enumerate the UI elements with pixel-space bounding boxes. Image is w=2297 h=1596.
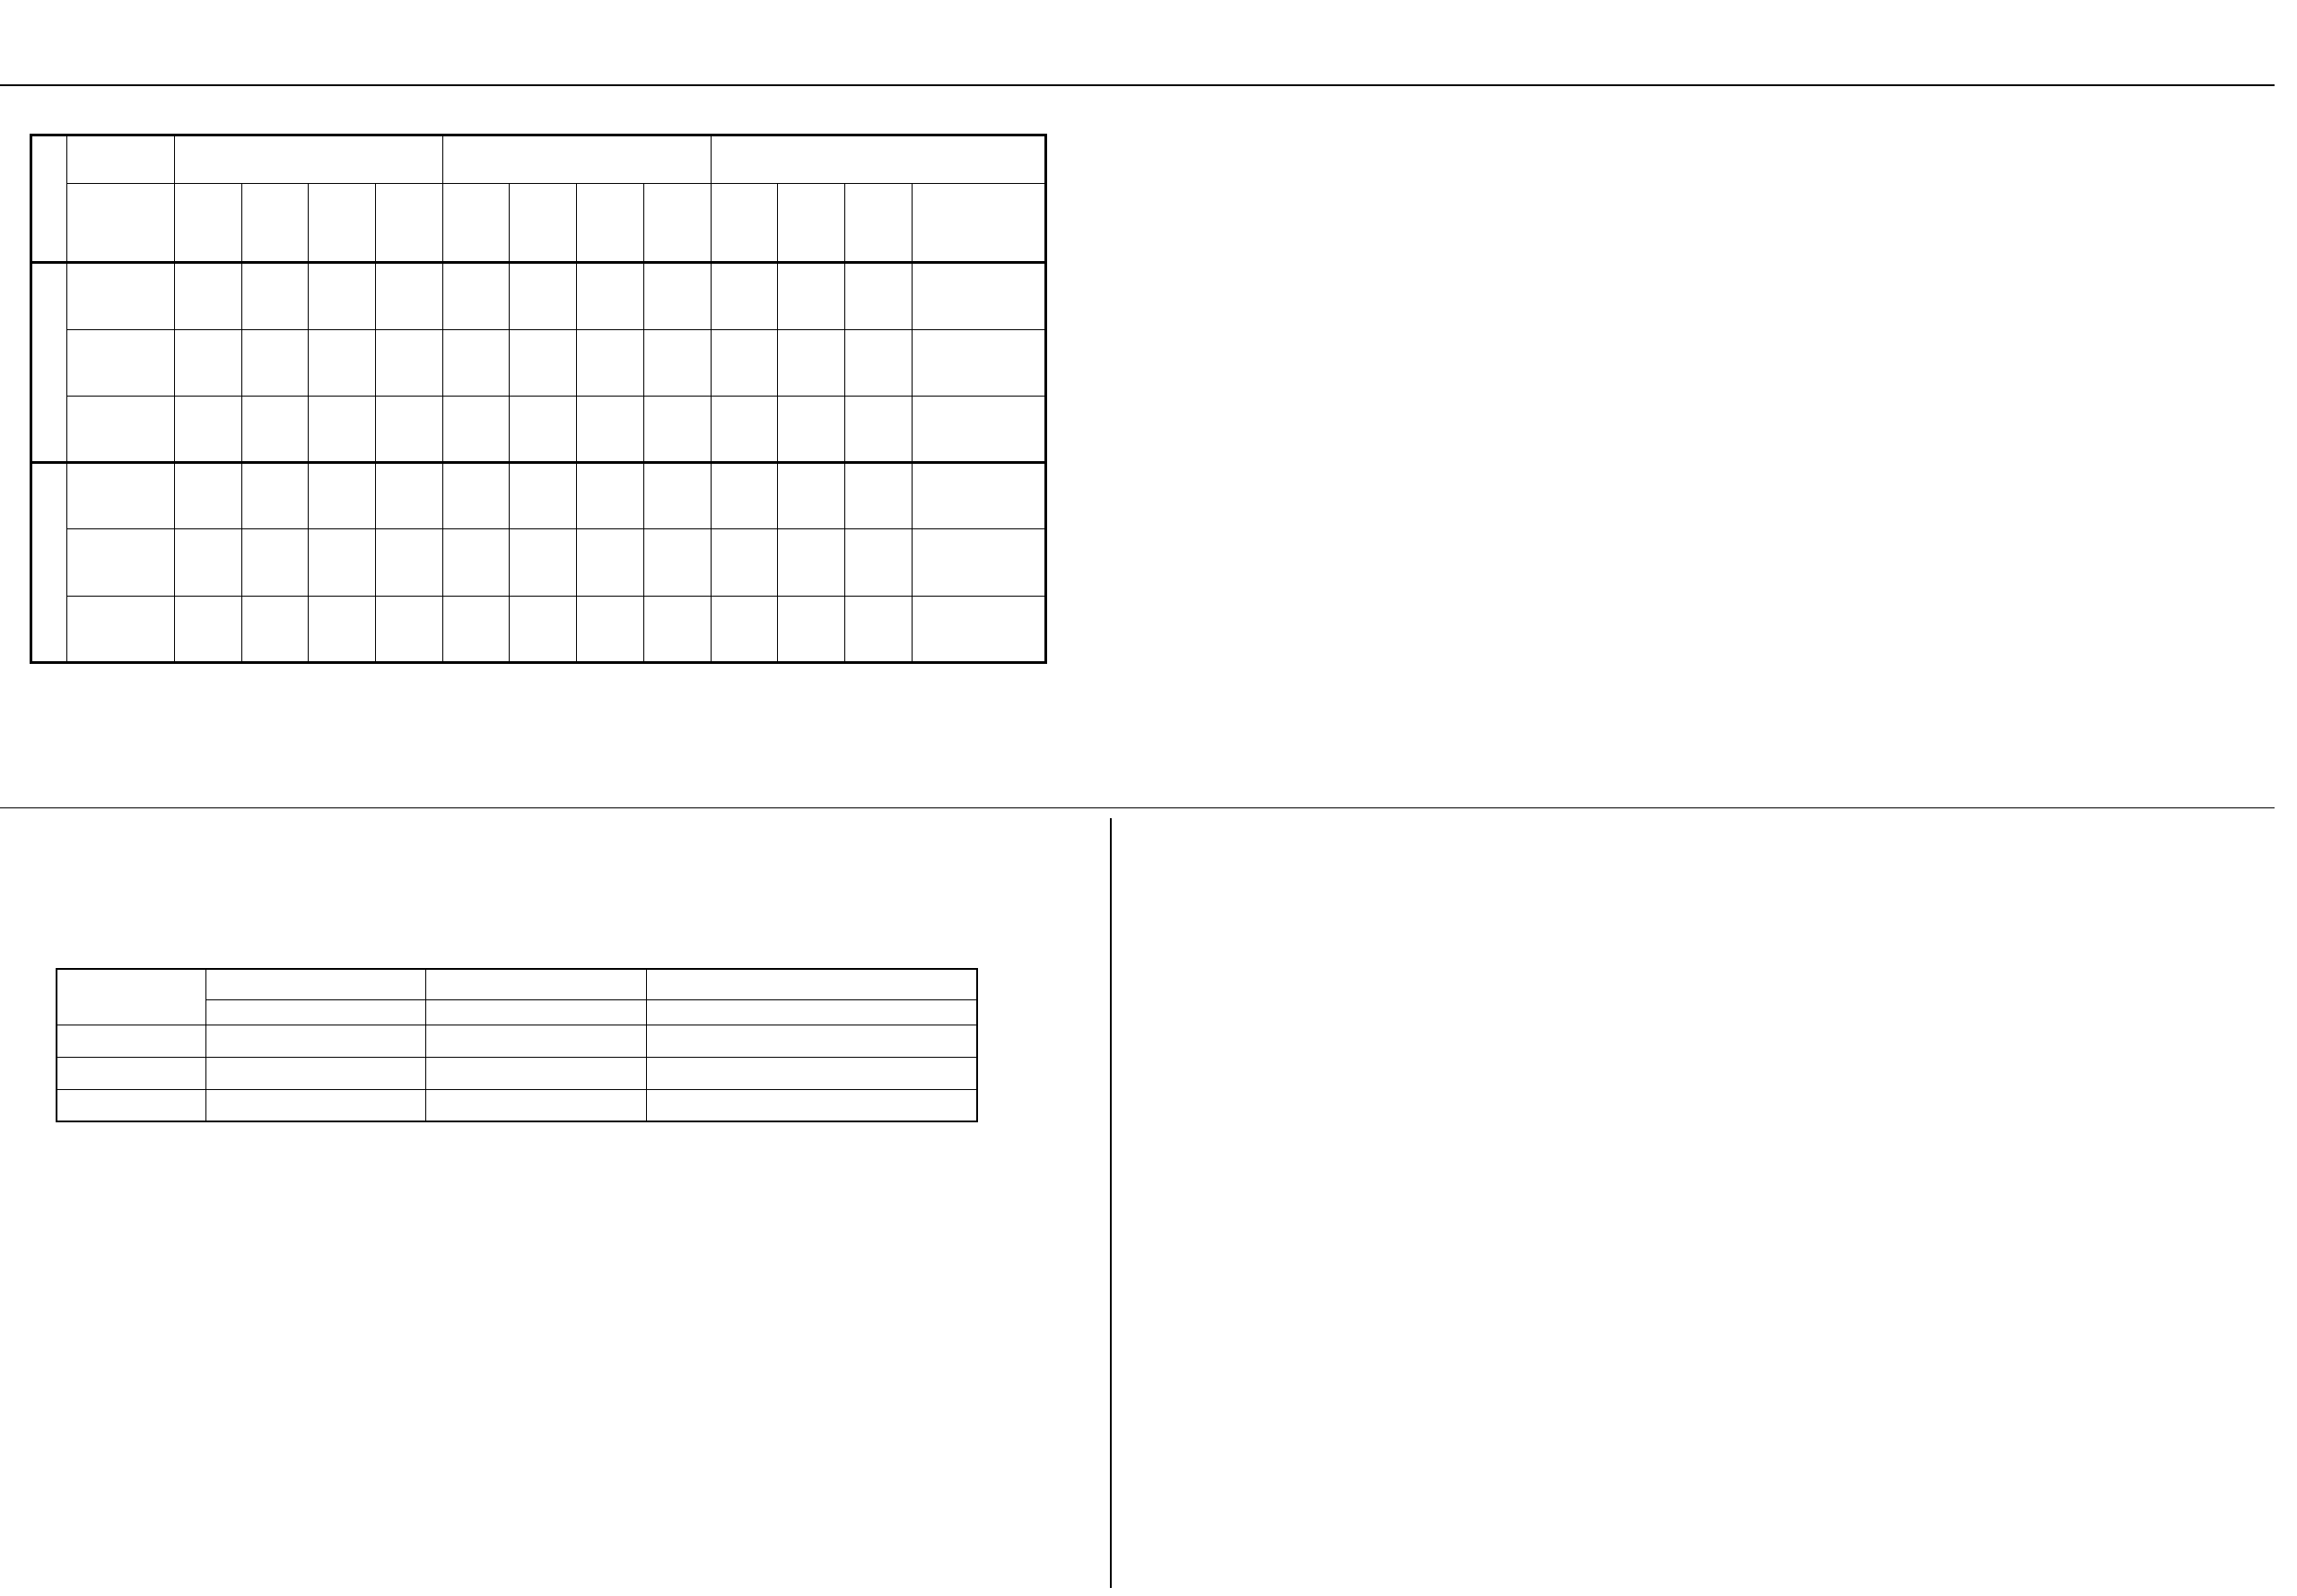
overview-table: [30, 134, 1047, 664]
value-cell: [711, 263, 778, 329]
stage-h-col: [426, 969, 647, 999]
h-metric: [510, 184, 577, 263]
value-cell: [241, 529, 309, 596]
stage-cell: [646, 1057, 977, 1089]
stage-cell: [57, 1057, 205, 1089]
column-divider: [1110, 818, 1112, 1588]
stage-cell: [646, 1089, 977, 1121]
value-cell: [577, 596, 644, 662]
value-cell: [309, 463, 376, 529]
value-cell: [778, 463, 845, 529]
h-survey-date: [442, 135, 711, 184]
value-cell: [912, 463, 1045, 529]
h-metric: [442, 184, 510, 263]
value-cell: [309, 396, 376, 462]
value-cell: [241, 263, 309, 329]
h-date: [67, 135, 175, 184]
stage-h-sub: [205, 999, 426, 1025]
value-cell: [778, 529, 845, 596]
value-cell: [510, 396, 577, 462]
value-cell: [912, 529, 1045, 596]
value-cell: [510, 463, 577, 529]
h-variety: [31, 135, 67, 263]
value-cell: [844, 596, 912, 662]
h-metric: [241, 184, 309, 263]
stage-h-sub: [426, 999, 647, 1025]
value-cell: [577, 329, 644, 396]
value-cell: [309, 263, 376, 329]
chart-sasanishiki: [1157, 888, 1669, 1090]
value-cell: [376, 396, 443, 462]
value-cell: [241, 396, 309, 462]
h-metric: [643, 184, 711, 263]
h-metric: [577, 184, 644, 263]
h-metric: [844, 184, 912, 263]
h-metric: [711, 184, 778, 263]
value-cell: [577, 463, 644, 529]
value-cell: [309, 596, 376, 662]
value-cell: [241, 329, 309, 396]
value-cell: [175, 329, 242, 396]
value-cell: [711, 396, 778, 462]
header-rule: [0, 84, 2275, 86]
value-cell: [844, 329, 912, 396]
stage-h-col: [205, 969, 426, 999]
h-metric: [778, 184, 845, 263]
stage-cell: [646, 1025, 977, 1057]
stage-cell: [205, 1025, 426, 1057]
value-cell: [510, 263, 577, 329]
value-cell: [510, 596, 577, 662]
variety-name: [31, 263, 67, 463]
value-cell: [778, 596, 845, 662]
stage-cell: [426, 1025, 647, 1057]
variety-name: [31, 463, 67, 663]
value-cell: [643, 329, 711, 396]
row-label: [67, 263, 175, 329]
value-cell: [175, 463, 242, 529]
stage-table: [56, 968, 978, 1122]
value-cell: [711, 529, 778, 596]
value-cell: [643, 263, 711, 329]
value-cell: [912, 329, 1045, 396]
value-cell: [643, 463, 711, 529]
h-metric: [912, 184, 1045, 263]
stage-h-planting: [57, 969, 205, 1025]
value-cell: [442, 396, 510, 462]
stage-cell: [57, 1089, 205, 1121]
stage-cell: [426, 1057, 647, 1089]
value-cell: [643, 529, 711, 596]
h-survey-date: [711, 135, 1046, 184]
value-cell: [844, 463, 912, 529]
value-cell: [175, 529, 242, 596]
value-cell: [510, 529, 577, 596]
value-cell: [442, 529, 510, 596]
value-cell: [711, 463, 778, 529]
value-cell: [376, 263, 443, 329]
chart-hitomebore: [1696, 888, 2207, 1090]
value-cell: [778, 329, 845, 396]
row-label: [67, 529, 175, 596]
value-cell: [376, 463, 443, 529]
value-cell: [912, 596, 1045, 662]
mid-rule: [0, 807, 2275, 808]
stage-h-sub: [646, 999, 977, 1025]
value-cell: [778, 263, 845, 329]
value-cell: [241, 463, 309, 529]
value-cell: [175, 596, 242, 662]
h-metric: [376, 184, 443, 263]
value-cell: [376, 329, 443, 396]
h-metric: [309, 184, 376, 263]
value-cell: [643, 396, 711, 462]
row-label: [67, 596, 175, 662]
value-cell: [442, 263, 510, 329]
value-cell: [442, 596, 510, 662]
value-cell: [241, 596, 309, 662]
value-cell: [844, 263, 912, 329]
value-cell: [711, 596, 778, 662]
value-cell: [643, 596, 711, 662]
value-cell: [376, 596, 443, 662]
value-cell: [442, 329, 510, 396]
stage-cell: [426, 1089, 647, 1121]
stage-cell: [205, 1057, 426, 1089]
value-cell: [577, 529, 644, 596]
h-metric: [175, 184, 242, 263]
h-item: [67, 184, 175, 263]
value-cell: [175, 263, 242, 329]
value-cell: [376, 529, 443, 596]
stage-h-col: [646, 969, 977, 999]
value-cell: [912, 396, 1045, 462]
value-cell: [912, 263, 1045, 329]
value-cell: [309, 329, 376, 396]
stage-cell: [57, 1025, 205, 1057]
stage-cell: [205, 1089, 426, 1121]
value-cell: [577, 263, 644, 329]
row-label: [67, 329, 175, 396]
value-cell: [442, 463, 510, 529]
section2-heading: [1178, 589, 1183, 616]
h-survey-date: [175, 135, 443, 184]
value-cell: [510, 329, 577, 396]
value-cell: [309, 529, 376, 596]
value-cell: [844, 396, 912, 462]
value-cell: [711, 329, 778, 396]
value-cell: [778, 396, 845, 462]
value-cell: [175, 396, 242, 462]
value-cell: [844, 529, 912, 596]
row-label: [67, 396, 175, 462]
row-label: [67, 463, 175, 529]
value-cell: [577, 396, 644, 462]
